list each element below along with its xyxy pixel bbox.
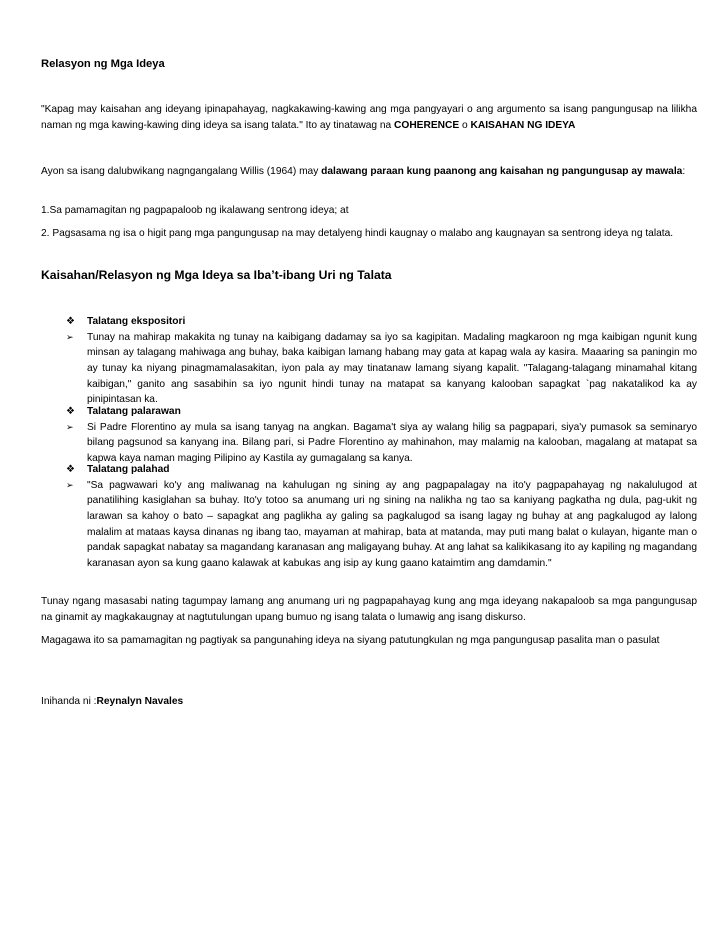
type-label: Talatang palarawan bbox=[87, 406, 181, 417]
type-text: Tunay na mahirap makakita ng tunay na kaibigang dadamay sa iyo sa kagipitan. Madaling magkaroon ng mga kaibigan ngunit kung minsan ay talagang mahiwaga ang buhay, baka kaibigan lamang habang may gata at kapag wala ay kasira. Maaaring sa paningin mo ay tunay ka niyang pinagmamalasakitan, iyon pala ay may tinatanaw lamang siyang kapalit. "Talagang-talagang minamahal kitang kaibigan," ganito ang sasabihin sa iyo ngunit hindi tunay na matapat sa kanyang kalooban sapagkat `pag nakatalikod ka ay pinipintasan ka. bbox=[87, 331, 697, 406]
diamond-bullet-icon: ❖ bbox=[66, 406, 75, 417]
arrow-bullet-icon: ➢ bbox=[66, 331, 74, 342]
intro-text: "Kapag may kaisahan ang ideyang ipinapahayag, nagkakawing-kawing ang mga pangyayari o ang argumento sa isang pangungusap na lilikha naman ng mga kawing-kawing ding ideya sa isang talata." Ito ay tinatawag na bbox=[41, 104, 697, 131]
intro-term-kaisahan: KAISAHAN NG IDEYA bbox=[470, 120, 576, 131]
author-name: Reynalyn Navales bbox=[96, 696, 184, 707]
arrow-bullet-icon: ➢ bbox=[66, 421, 74, 432]
intro-paragraph bbox=[41, 102, 697, 134]
willis-text: Ayon sa isang dalubwikang nagngangalang Willis (1964) may bbox=[41, 166, 322, 177]
willis-paragraph bbox=[41, 164, 697, 180]
intro-conj: o bbox=[459, 120, 471, 131]
type-text: Si Padre Florentino ay mula sa isang tanyag na angkan. Bagama't siya ay walang hilig sa pagpapari, siya'y pumasok sa seminaryo bilang pagsunod sa kanyang ina. Bilang pari, si Padre Florentino ay mahinahon, may malamig na kalooban, magalang at matapat sa kapwa kaya naman maging Pilipino ay Kastila ay gumagalang sa kanya. bbox=[87, 421, 697, 464]
section-heading: Kaisahan/Relasyon ng Mga Ideya sa Iba’t-ibang Uri ng Talata bbox=[41, 268, 392, 282]
conclusion-paragraph-2: Magagawa ito sa pamamagitan ng pagtiyak sa pangunahing ideya na siyang patutungkulan ng mga pangungusap pasalita man o pasulat bbox=[41, 635, 660, 646]
diamond-bullet-icon: ❖ bbox=[66, 316, 75, 327]
type-label: Talatang palahad bbox=[87, 464, 170, 475]
willis-end: : bbox=[682, 166, 686, 177]
willis-bold: dalawang paraan kung paanong ang kaisahan ng pangungusap ay mawala bbox=[321, 166, 683, 177]
type-label: Talatang ekspositori bbox=[87, 316, 186, 327]
prepared-by bbox=[41, 694, 697, 710]
intro-term-coherence: COHERENCE bbox=[394, 120, 460, 131]
diamond-bullet-icon: ❖ bbox=[66, 464, 75, 475]
arrow-bullet-icon: ➢ bbox=[66, 479, 74, 490]
conclusion-paragraph-1: Tunay ngang masasabi nating tagumpay lamang ang anumang uri ng pagpapahayag kung ang mga ideyang nakapaloob sa mga pangungusap na ginamit ay magkakaugnay at nagtutulungan upang bumuo ng isang talata o lumawig ang isang diskurso. bbox=[41, 596, 697, 623]
page-title: Relasyon ng Mga Ideya bbox=[41, 58, 165, 70]
prepared-label: Inihanda ni : bbox=[41, 696, 97, 707]
point-1: 1.Sa pamamagitan ng pagpapaloob ng ikalawang sentrong ideya; at bbox=[41, 205, 349, 216]
point-2: 2. Pagsasama ng isa o higit pang mga pangungusap na may detalyeng hindi kaugnay o malabo ang kaugnayan sa sentrong ideya ng talata. bbox=[41, 228, 674, 239]
type-text: "Sa pagwawari ko'y ang maliwanag na kahulugan ng sining ay ang pagpapalagay na ito'y pagpapahayag ng nakalulugod at panatilihing kasiglahan sa buhay. Ito'y totoo sa anumang uri ng sining na nalikha ng tao sa kaniyang pagkatha ng dula, pag-ukit ng larawan sa kahoy o bato – sapagkat ang paglikha ay galing sa pagkalugod sa isang lagay ng buhay at ang pagkalugod ay lalong malalim at mataas kaysa dinanas ng ibang tao, mayaman at mahirap, bata at matanda, may puti mang balat o kulayan, higante man o pandak sapagkat nabatay sa magandang karanasan ang maligayang buhay. At ang lahat sa kalikikasang ito ay kapiling ng magandang karanasan ayon sa kung gaano kalawak at kabukas ang isip ay kung gaano kataimtim ang damdamin." bbox=[87, 479, 697, 570]
